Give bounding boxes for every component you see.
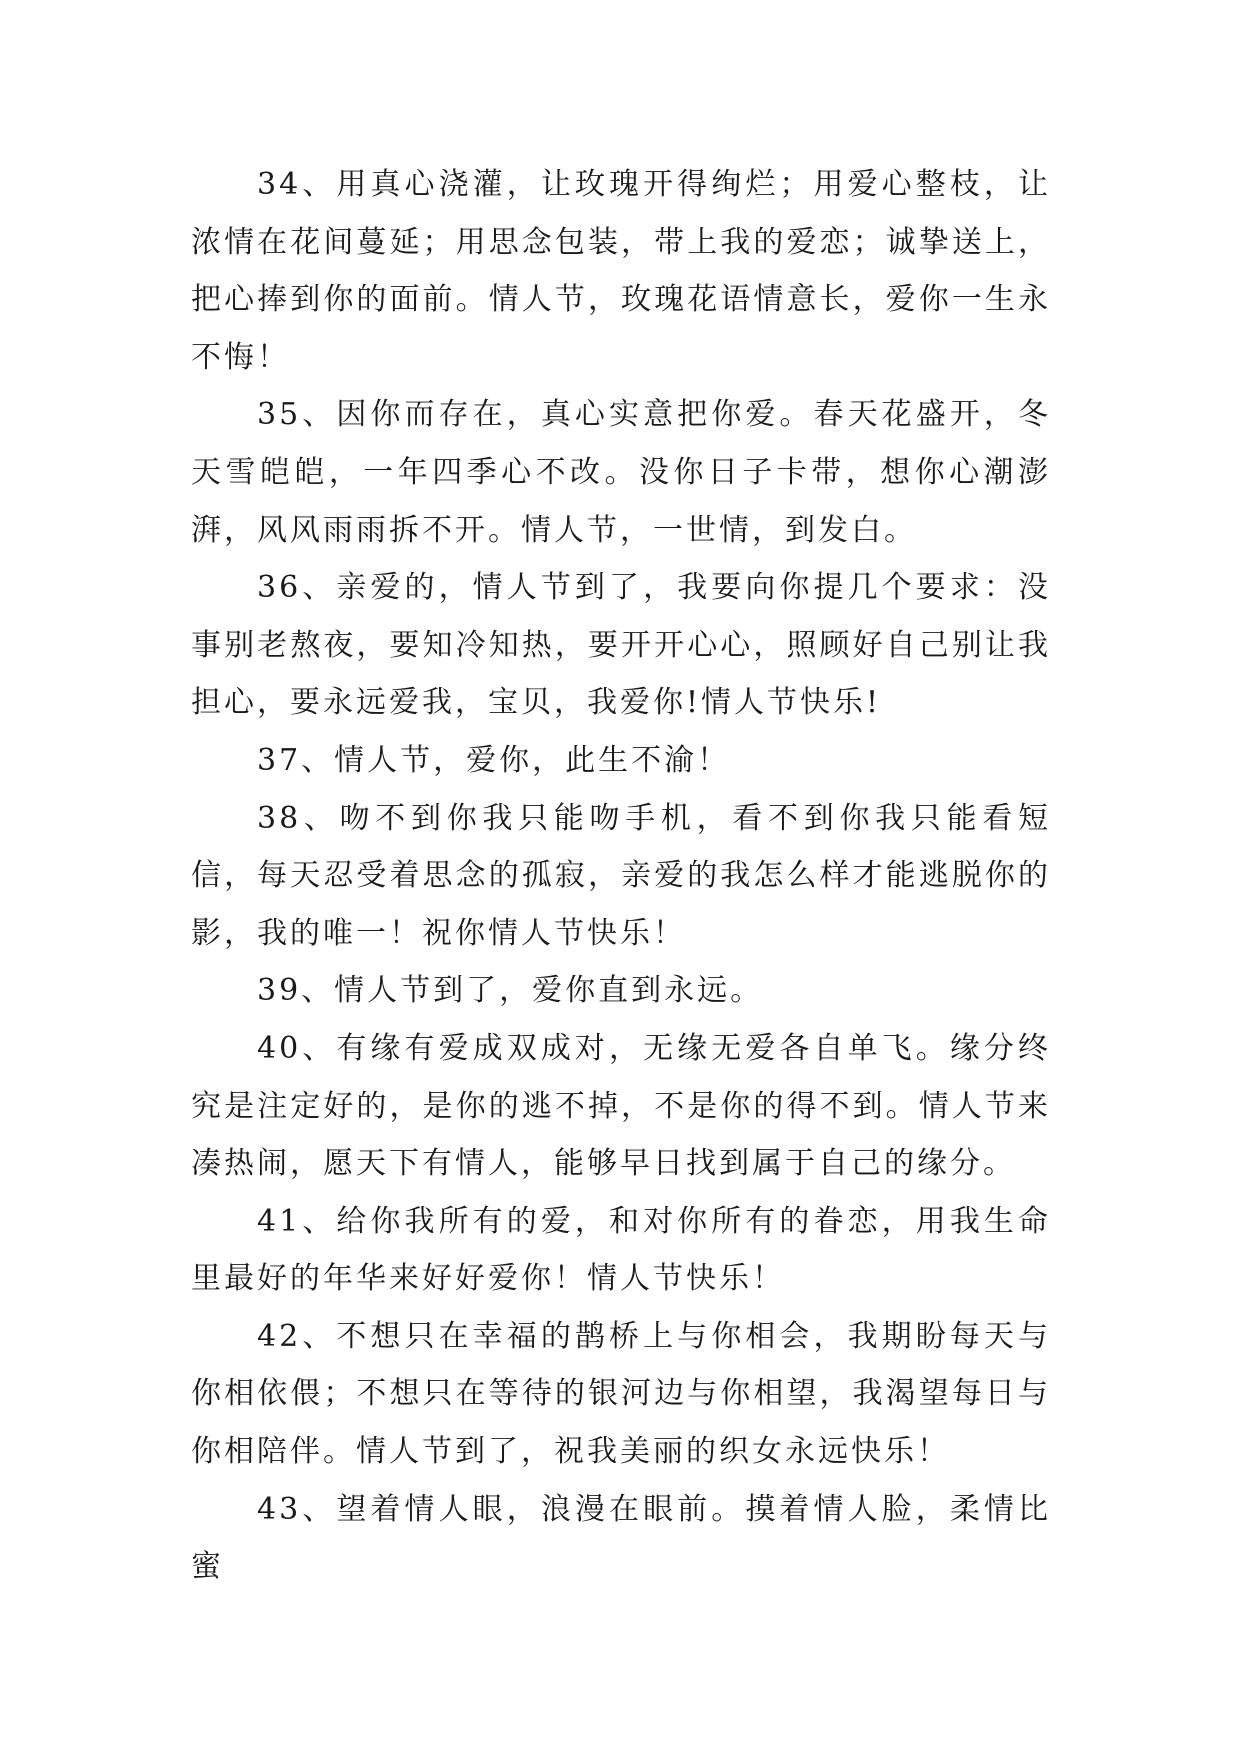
paragraph-42: 42、不想只在幸福的鹊桥上与你相会，我期盼每天与你相依偎；不想只在等待的银河边与你相望，我渴望每日与你相陪伴。情人节到了，祝我美丽的织女永远快乐！ bbox=[191, 1318, 1051, 1470]
paragraph-34: 34、用真心浇灌，让玫瑰开得绚烂；用爱心整枝，让浓情在花间蔓延；用思念包装，带上我的爱恋；诚挚送上，把心捧到你的面前。情人节，玫瑰花语情意长，爱你一生永不悔！ bbox=[191, 167, 1051, 375]
paragraph-40: 40、有缘有爱成双成对，无缘无爱各自单飞。缘分终究是注定好的，是你的逃不掉，不是你的得不到。情人节来凑热闹，愿天下有情人，能够早日找到属于自己的缘分。 bbox=[191, 1030, 1051, 1182]
paragraph-36: 36、亲爱的，情人节到了，我要向你提几个要求：没事别老熬夜，要知冷知热，要开开心心，照顾好自己别让我担心，要永远爱我，宝贝，我爱你!情人节快乐! bbox=[191, 570, 1051, 721]
paragraph-43: 43、望着情人眼，浪漫在眼前。摸着情人脸，柔情比蜜 bbox=[191, 1491, 1051, 1585]
document-body bbox=[191, 156, 1051, 1596]
paragraph-38: 38、吻不到你我只能吻手机，看不到你我只能看短信，每天忍受着思念的孤寂，亲爱的我怎么样才能逃脱你的影，我的唯一！祝你情人节快乐！ bbox=[191, 800, 1051, 951]
paragraph-37: 37、情人节，爱你，此生不渝！ bbox=[257, 742, 731, 778]
paragraph-39: 39、情人节到了，爱你直到永远。 bbox=[257, 973, 764, 1009]
paragraph-41: 41、给你我所有的爱，和对你所有的眷恋，用我生命里最好的年华来好好爱你！情人节快乐！ bbox=[191, 1203, 1051, 1297]
paragraph-35: 35、因你而存在，真心实意把你爱。春天花盛开，冬天雪皑皑，一年四季心不改。没你日子卡带，想你心潮澎湃，风风雨雨拆不开。情人节，一世情，到发白。 bbox=[191, 397, 1051, 548]
